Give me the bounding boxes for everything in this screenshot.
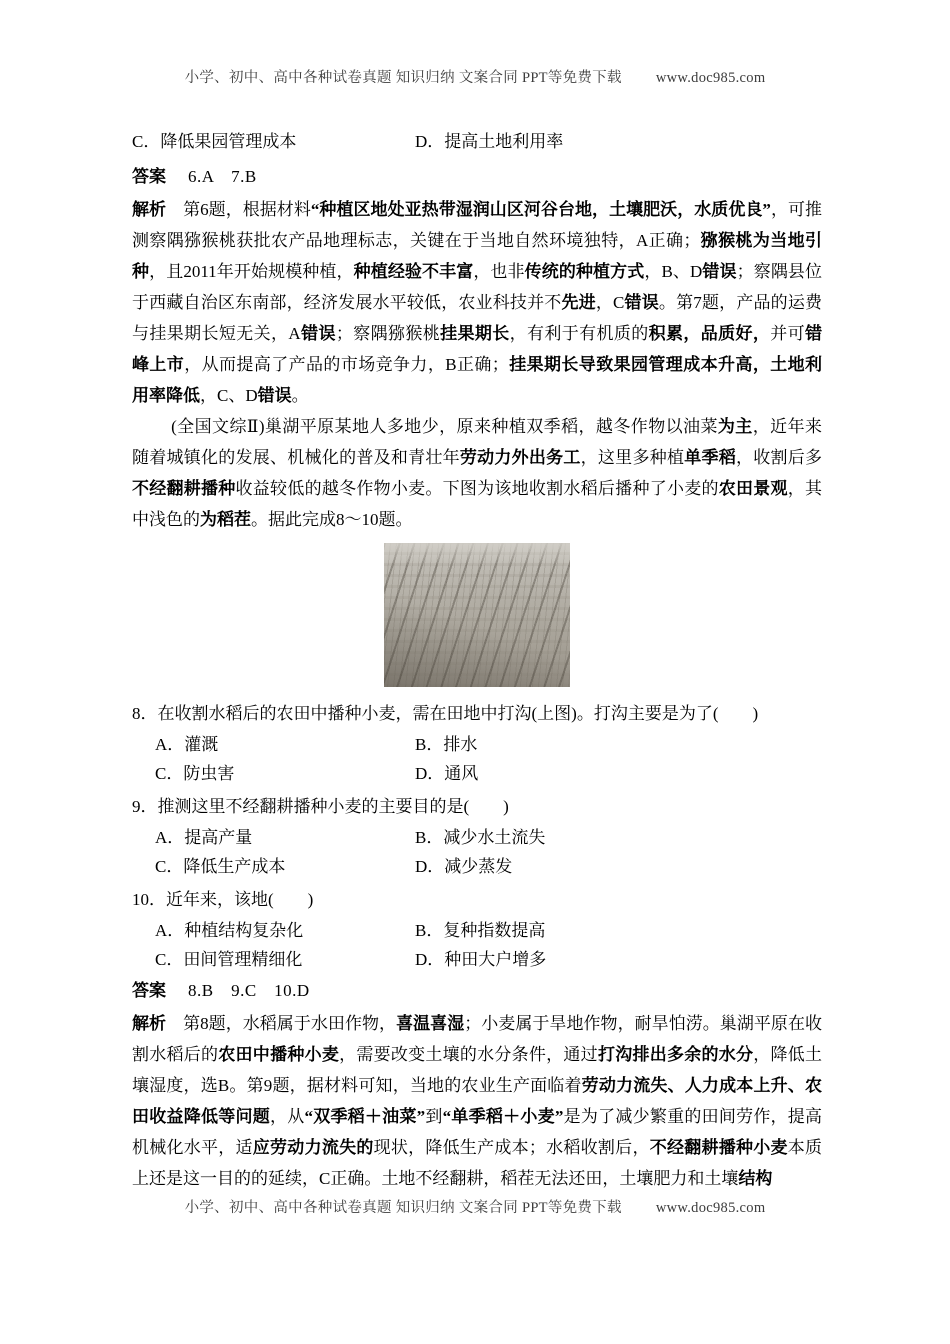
answer-value-6-7: 6.A 7.B — [188, 167, 257, 186]
q8-option-d: D．通风 — [415, 764, 479, 783]
footer-text: 小学、初中、高中各种试卷真题 知识归纳 文案合同 PPT等免费下载 — [184, 1200, 622, 1216]
analysis-paragraph-8-10 — [132, 1008, 822, 1194]
q9-option-b: B．减少水土流失 — [415, 828, 546, 847]
q8-option-b: B．排水 — [415, 735, 478, 754]
q10-option-c: C．田间管理精细化 — [155, 950, 303, 969]
q10-option-d: D．种田大户增多 — [415, 950, 547, 969]
question9-stem: 9．推测这里不经翻耕播种小麦的主要目的是( ) — [132, 797, 509, 816]
answer-value-8-10: 8.B 9.C 10.D — [188, 981, 310, 1000]
analysis-text-6-7: 第6题，根据材料“种植区地处亚热带湿润山区河谷台地，土壤肥沃，水质优良”，可推测察隅猕猴桃获批农产品地理标志，关键在于当地自然环境独特，A正确；猕猴桃为当地引种，且2011年开始规模种植，种植经验不丰富，也非传统的种植方式，B、D错误；察隅县位于西藏自治区东南部，经济发展水平较低，农业科技并不先进，C错误。第7题，产品的运费与挂果期长短无关，A错误；察隅猕猴桃挂果期长，有利于有机质的积累，品质好，并可错峰上市，从而提高了产品的市场竞争力，B正确；挂果期长导致果园管理成本升高，土地利用率降低，C、D错误。 — [132, 200, 823, 405]
page-footer — [0, 1196, 950, 1217]
q9-option-a: A．提高产量 — [155, 828, 253, 847]
footer-url-link[interactable]: www.doc985.com — [655, 1200, 766, 1216]
question8-options-cd — [132, 759, 822, 788]
q8-option-c: C．防虫害 — [155, 764, 235, 783]
question8-stem: 8．在收割水稻后的农田中播种小麦，需在田地中打沟(上图)。打沟主要是为了( ) — [132, 704, 759, 723]
question9-options-cd — [132, 852, 822, 881]
passage-paragraph: (全国文综Ⅱ)巢湖平原某地人多地少，原来种植双季稻，越冬作物以油菜为主，近年来随着城镇化的发展、机械化的普及和青壮年劳动力外出务工，这里多种植单季稻，收割后多不经翻耕播种收益较低的越冬作物小麦。下图为该地收割水稻后播种了小麦的农田景观，其中浅色的为稻茬。据此完成8～10题。 — [132, 417, 823, 529]
page-header — [0, 66, 950, 87]
question10-stem: 10．近年来，该地( ) — [132, 890, 314, 909]
answer-line-6-7 — [132, 160, 822, 194]
analysis-label-2: 解析 — [132, 1014, 167, 1033]
analysis-text-8-10: 第8题，水稻属于水田作物，喜温喜湿；小麦属于旱地作物，耐旱怕涝。巢湖平原在收割水稻后的农田中播种小麦，需要改变土壤的水分条件，通过打沟排出多余的水分，降低土壤湿度，选B。第9题，据材料可知，当地的农业生产面临着劳动力流失、人力成本上升、农田收益降低等问题，从“双季稻＋油菜”到“单季稻＋小麦”是为了减少繁重的田间劳作，提高机械化水平，适应劳动力流失的现状，降低生产成本；水稻收割后，不经翻耕播种小麦本质上还是这一目的的延续，C正确。土地不经翻耕，稻茬无法还田，土壤肥力和土壤结构 — [132, 1014, 823, 1188]
q8-option-a: A．灌溉 — [155, 735, 219, 754]
answer-label: 答案 — [132, 167, 166, 186]
question9-options-ab — [132, 823, 822, 852]
document-body — [132, 124, 822, 1194]
question8-options-ab — [132, 730, 822, 759]
answer-label-2: 答案 — [132, 981, 166, 1000]
question7-options-row — [132, 124, 822, 160]
header-text: 小学、初中、高中各种试卷真题 知识归纳 文案合同 PPT等免费下载 — [184, 70, 622, 86]
answer-line-8-10 — [132, 974, 822, 1008]
q10-option-b: B．复种指数提高 — [415, 921, 546, 940]
question10-options-cd — [132, 945, 822, 974]
q9-option-d: D．减少蒸发 — [415, 857, 513, 876]
q7-option-c: C．降低果园管理成本 — [132, 132, 297, 151]
analysis-label: 解析 — [132, 200, 167, 219]
question10-options-ab — [132, 916, 822, 945]
header-url-link[interactable]: www.doc985.com — [655, 70, 766, 86]
q10-option-a: A．种植结构复杂化 — [155, 921, 304, 940]
q7-option-d: D．提高土地利用率 — [415, 132, 564, 151]
farmland-stubble-photo — [384, 543, 570, 687]
q9-option-c: C．降低生产成本 — [155, 857, 286, 876]
analysis-paragraph-6-7 — [132, 194, 822, 411]
figure-container — [132, 543, 822, 687]
